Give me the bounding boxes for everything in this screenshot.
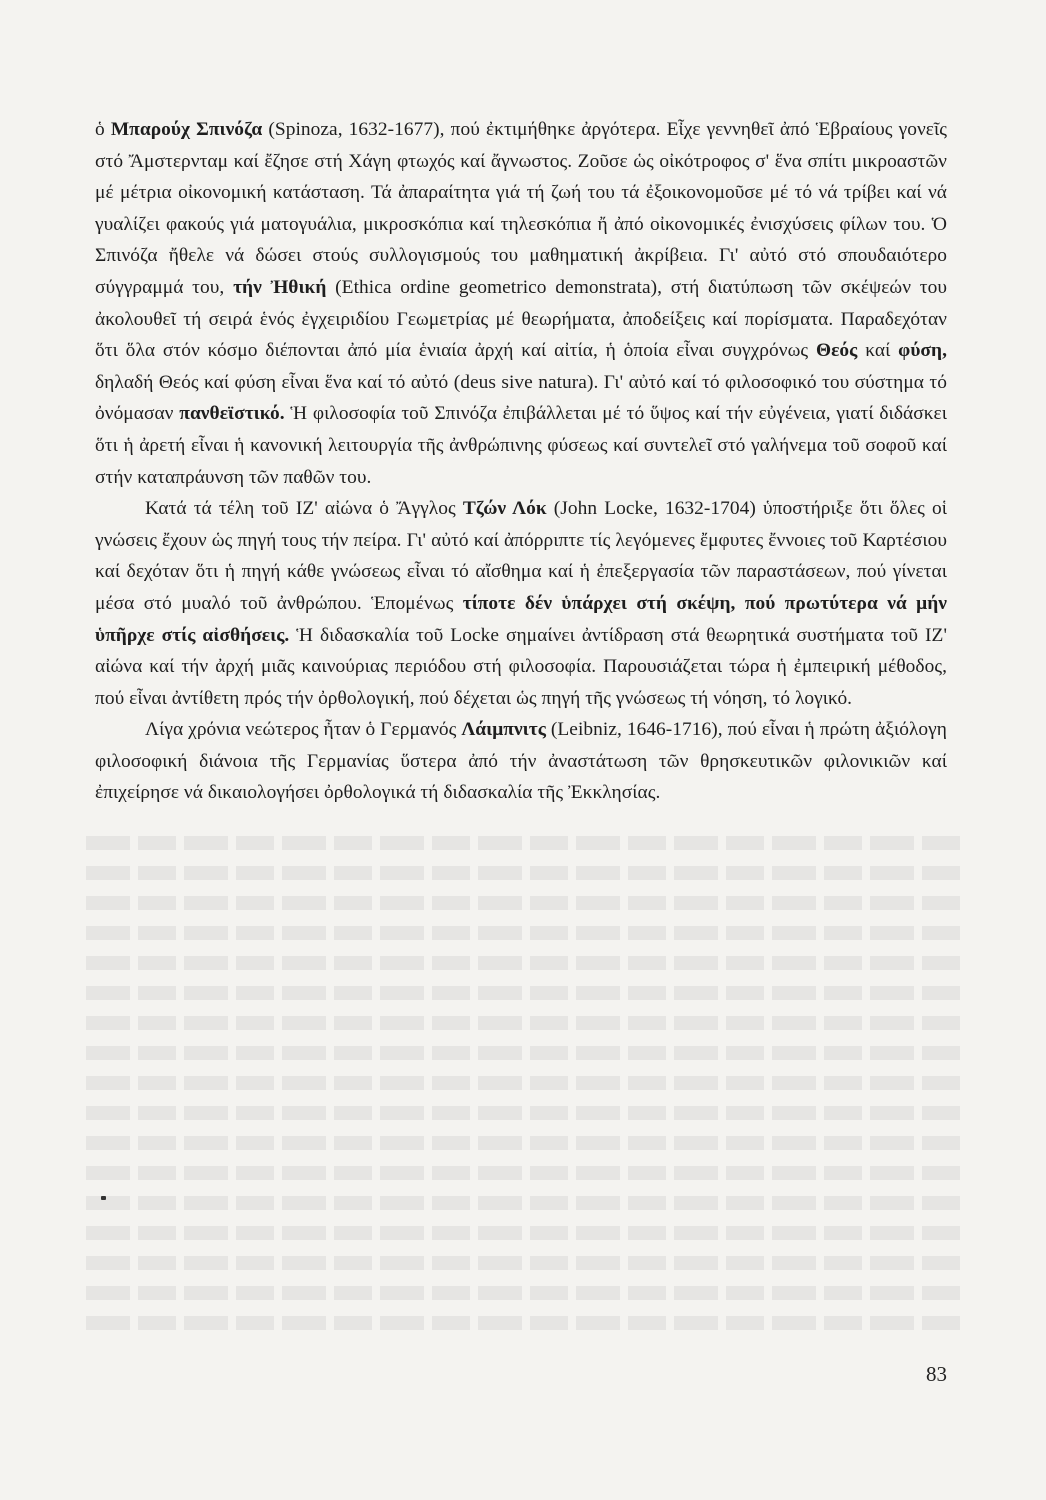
text-run: Λίγα χρόνια νεώτερος ἦταν ὁ Γερμανός (145, 719, 462, 741)
text-run: (John Locke, 1632-1704) ὑποστήριξε ὅτι ὅλες οἱ γνώσεις ἔχουν ὡς πηγή τους τήν πείρα. Γι' αὐτό καί ἀπόρριπτε τίς λεγόμενες ἔμφυτες ἔννοιες τοῦ Καρτέσιου καί δεχόταν ὅτι ἡ πηγή κάθε γνώσεως εἶναι τό αἴσθημα καί ἡ ἐπεξεργασία τῶν παραστάσεων, πού γίνεται μέσα στό μυαλό τοῦ ἀνθρώπου. Ἑπομένως (95, 498, 947, 614)
text-run: Ἡ διδασκαλία τοῦ Locke σημαίνει ἀντίδραση στά θεωρητικά συστήματα τοῦ ΙΖ' αἰώνα καί τήν ἀρχή μιᾶς καινούριας περιόδου στή φιλοσοφία. Παρουσιάζεται τώρα ἡ ἐμπειρική μέθοδος, πού εἶναι ἀντίθετη πρός τήν ὀρθολογική, πού δέχεται ὡς πηγή τῆς γνώσεως τή νόηση, τό λογικό. (95, 624, 947, 709)
page-number: 83 (926, 1362, 947, 1386)
bold-term: Θεός (815, 340, 858, 362)
text-run: (Spinoza, 1632-1677), πού ἐκτιμήθηκε ἀργότερα. Εἶχε γεννηθεῖ ἀπό Ἑβραίους γονεῖς στό Ἄμστερνταμ καί ἔζησε στή Χάγη φτωχός καί ἄγνωστος. Ζοῦσε ὡς οἰκότροφος σ' ἕνα σπίτι μικροαστῶν μέ μέτρια οἰκονομική κατάσταση. Τά ἀπαραίτητα γιά τή ζωή του τά ἐξοικονομοῦσε μέ τό νά τρίβει καί νά γυαλίζει φακούς γιά ματογυάλια, μικροσκόπια καί τηλεσκόπια ἤ ἀπό οἰκονομικές ἐνισχύσεις φίλων του. Ὁ Σπινόζα ἤθελε νά δώσει στούς συλλογισμούς του μαθηματική ἀκρίβεια. Γι' αὐτό στό σπουδαιότερο σύγγραμμά του, (95, 119, 947, 298)
paragraph (95, 114, 947, 493)
show-through-texture (80, 820, 960, 1360)
bold-term: Τζών Λόκ (462, 498, 547, 520)
stray-mark (101, 1196, 106, 1200)
text-run: δηλαδή Θεός καί φύση εἶναι ἕνα καί τό αὐτό (deus sive natura). Γι' αὐτό καί τό φιλοσοφικό του σύστημα τό ὀνόμασαν (95, 371, 947, 425)
text-run: καί (857, 340, 899, 362)
text-run: Κατά τά τέλη τοῦ ΙΖ' αἰώνα ὁ Ἄγγλος (145, 498, 463, 520)
bold-term: φύση, (898, 340, 947, 362)
bold-term: Μπαρούχ Σπινόζα (110, 119, 263, 140)
text-run: ὁ (95, 119, 111, 140)
bold-term: τήν Ἠθική (233, 276, 327, 298)
paragraph (95, 493, 947, 714)
bold-term: Λάιμπνιτς (461, 719, 546, 741)
text-run: Ἡ φιλοσοφία τοῦ Σπινόζα ἐπιβάλλεται μέ τό ὕψος καί τήν εὐγένεια, γιατί διδάσκει ὅτι ἡ ἀρετή εἶναι ἡ κανονική λειτουργία τῆς ἀνθρώπινης φύσεως καί συντελεῖ στό γαλήνεμα τοῦ σοφοῦ καί στήν καταπράυνση τῶν παθῶν του. (95, 403, 947, 488)
bold-term: τίποτε δέν ὑπάρχει στή σκέψη, πού πρωτύτερα νά μήν ὑπῆρχε στίς αἰσθήσεις. (95, 592, 947, 646)
text-run: (Leibniz, 1646-1716), πού εἶναι ἡ πρώτη ἀξιόλογη φιλοσοφική διάνοια τῆς Γερμανίας ὕστερα ἀπό τήν ἀναστάτωση τῶν θρησκευτικῶν φιλονικιῶν καί ἐπιχείρησε νά δικαιολογήσει ὀρθολογικά τή διδασκαλία τῆς Ἐκκλησίας. (95, 719, 947, 804)
body-text (95, 114, 947, 809)
bold-term: πανθεϊστικό. (179, 403, 285, 425)
text-run: (Ethica ordine geometrico demonstrata), στή διατύπωση τῶν σκέψεών του ἀκολουθεῖ τή σειρά ἑνός ἐγχειριδίου Γεωμετρίας μέ θεωρήματα, ἀποδείξεις καί πορίσματα. Παραδεχόταν ὅτι ὅλα στόν κόσμο διέπονται ἀπό μία ἑνιαία ἀρχή καί αἰτία, ἡ ὁποία εἶναι συγχρόνως (95, 276, 948, 362)
paragraph (95, 714, 947, 809)
